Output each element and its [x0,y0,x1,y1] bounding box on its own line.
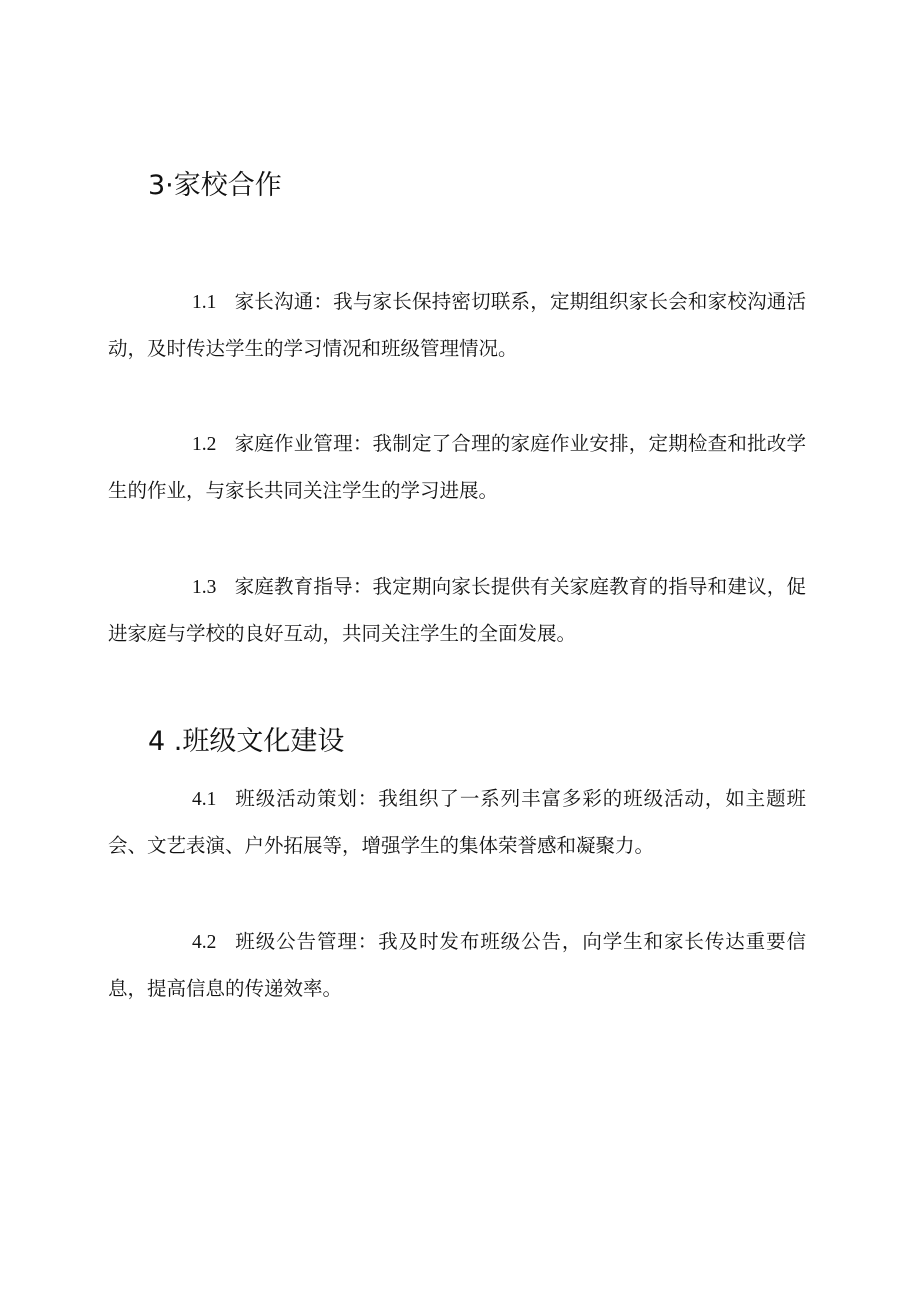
item-number: 1.2 [192,434,217,455]
item-number: 4.2 [192,932,217,953]
item-number: 1.3 [192,577,217,598]
item-text: 家庭作业管理：我制定了合理的家庭作业安排，定期检查和批改学生的作业，与家长共同关注学生的学习进展。 [108,432,806,502]
item-number: 1.1 [192,292,217,313]
section-heading-home-school: 3·家校合作 [148,170,282,201]
item-text: 家长沟通：我与家长保持密切联系，定期组织家长会和家校沟通活动，及时传达学生的学习情况和班级管理情况。 [108,290,806,360]
paragraph-1-3 [108,564,806,657]
item-text: 家庭教育指导：我定期向家长提供有关家庭教育的指导和建议，促进家庭与学校的良好互动，共同关注学生的全面发展。 [108,575,806,645]
paragraph-1-2 [108,421,806,514]
item-number: 4.1 [192,789,217,810]
paragraph-1-1 [108,279,806,372]
item-text: 班级公告管理：我及时发布班级公告，向学生和家长传达重要信息，提高信息的传递效率。 [108,930,806,1000]
paragraph-4-1 [108,776,806,869]
item-text: 班级活动策划：我组织了一系列丰富多彩的班级活动，如主题班会、文艺表演、户外拓展等，增强学生的集体荣誉感和凝聚力。 [108,787,806,857]
paragraph-4-2 [108,919,806,1012]
section-heading-class-culture: 4 .班级文化建设 [148,726,345,757]
